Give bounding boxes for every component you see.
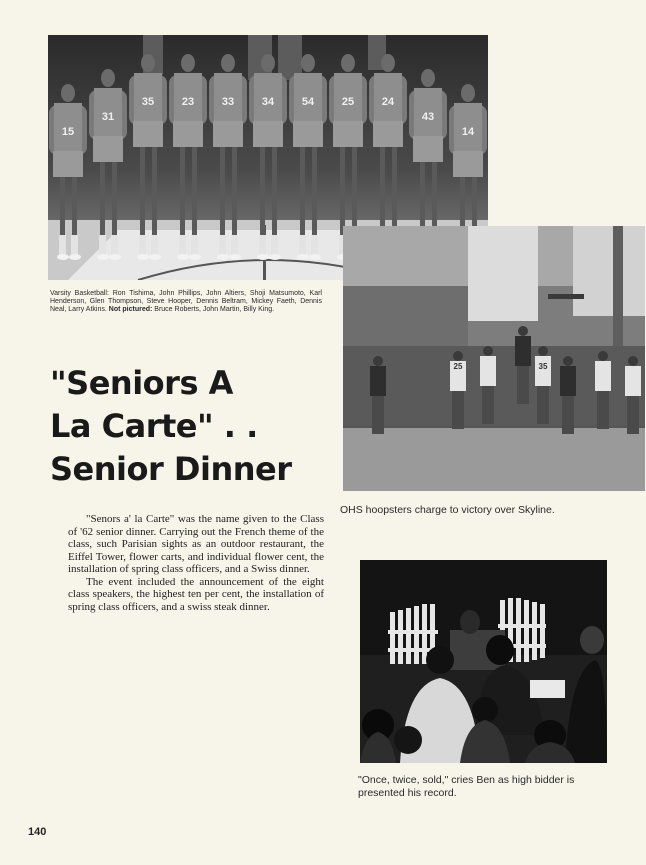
- game-photo-caption: OHS hoopsters charge to victory over Skyline.: [340, 504, 555, 516]
- dinner-photo-caption: "Once, twice, sold," cries Ben as high bidder is presented his record.: [358, 774, 575, 799]
- game-player: [560, 356, 576, 434]
- headline-line-2: La Carte" . .: [50, 407, 258, 445]
- game-player: [480, 346, 496, 424]
- not-pictured-label: Not pictured:: [108, 306, 153, 313]
- game-player: [625, 356, 641, 434]
- senior-dinner-auction-photo: [360, 560, 607, 763]
- basketball-game-photo: [343, 226, 645, 491]
- game-jersey-number: 35: [538, 362, 548, 371]
- jersey-number: 54: [301, 96, 315, 108]
- jersey-number: 14: [461, 126, 475, 138]
- headline-line-1: "Seniors A: [50, 364, 233, 402]
- page-number: 140: [28, 826, 47, 838]
- jersey-number: 25: [341, 96, 355, 108]
- game-player: [515, 326, 531, 404]
- game-player: [595, 351, 611, 429]
- article-headline: [50, 362, 330, 491]
- team-roster-text: Varsity Basketball: Ron Tishima, John Phillips, John Altiers, Shoji Matsumoto, Karl Henderson, Glen Thompson, Steve Hooper, Dennis Beltram, Mickey Faeth, Dennis Neal, Larry Atkins.: [50, 290, 322, 313]
- jersey-number: 15: [61, 126, 75, 138]
- jersey-number: 43: [421, 111, 435, 123]
- article-body: [68, 513, 324, 613]
- not-pictured-names: Bruce Roberts, John Martin, Billy King.: [154, 306, 275, 313]
- body-paragraph-2: The event included the announcement of the eight class speakers, the highest ten per cent, the installation of spring class officers, and a swiss steak dinner.: [68, 575, 324, 613]
- headline-line-3: Senior Dinner: [50, 450, 292, 488]
- team-photo-caption: [50, 290, 322, 314]
- jersey-number: 23: [181, 96, 195, 108]
- jersey-number: 24: [381, 96, 395, 108]
- game-player: [370, 356, 386, 434]
- body-paragraph-1: "Senors a' la Carte" was the name given to the Class of '62 senior dinner. Carrying out the French theme of the class, such Parisian sights as an outdoor restaurant, the Eiffel Tower, flower carts, and individual flower cent, the installation of spring class officers, and a Swiss dinner.: [68, 513, 324, 575]
- jersey-number: 31: [101, 111, 115, 123]
- jersey-number: 33: [221, 96, 235, 108]
- jersey-number: 35: [141, 96, 155, 108]
- game-player: [535, 346, 551, 424]
- game-jersey-number: 25: [453, 362, 463, 371]
- jersey-number: 34: [261, 96, 275, 108]
